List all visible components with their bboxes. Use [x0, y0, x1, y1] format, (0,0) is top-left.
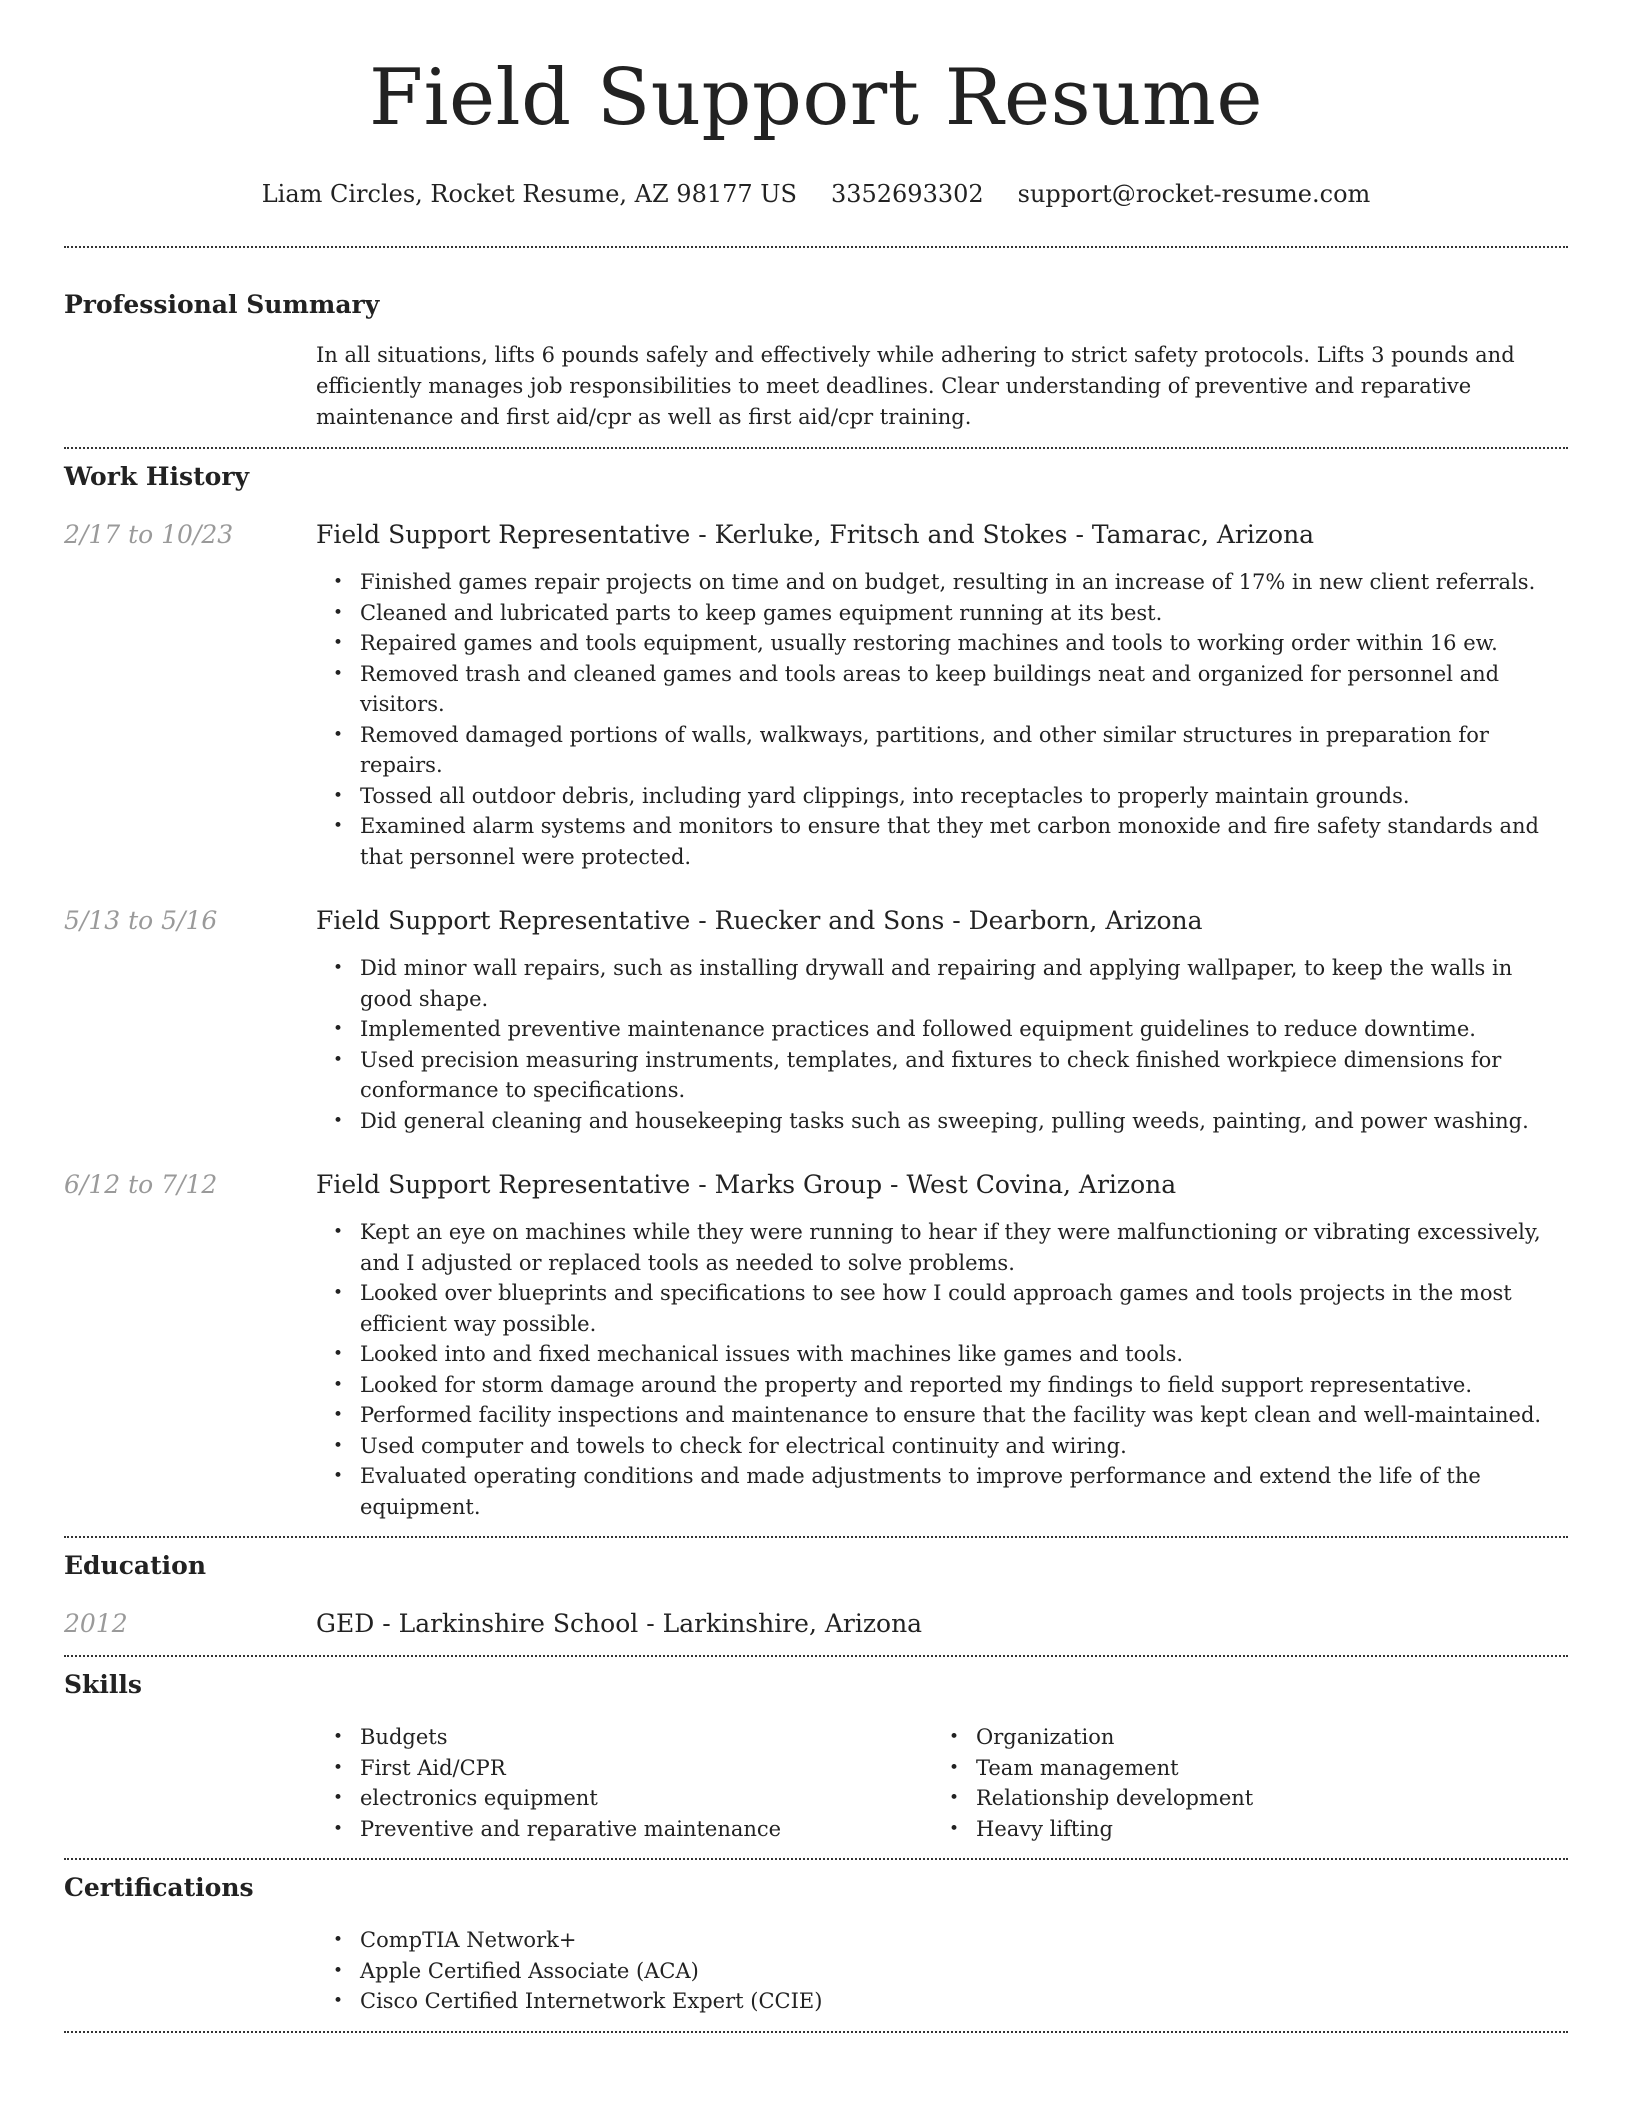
list-item: • Looked for storm damage around the property and reported my findings to field support representative. — [360, 1370, 1568, 1401]
skills-section — [64, 1668, 1568, 1844]
job-entry — [64, 904, 1568, 1136]
list-item: • Implemented preventive maintenance practices and followed equipment guidelines to reduce downtime. — [360, 1014, 1568, 1045]
contact-address: Liam Circles, Rocket Resume, AZ 98177 US — [261, 180, 797, 208]
skills-list-right — [932, 1722, 1548, 1844]
job-dates: 2/17 to 10/23 — [64, 520, 234, 549]
education-section — [64, 1549, 1568, 1641]
skill-item: • Team management — [976, 1753, 1548, 1784]
skills-grid — [316, 1722, 1568, 1844]
skill-item: • Relationship development — [976, 1783, 1548, 1814]
skill-item: • electronics equipment — [360, 1783, 932, 1814]
list-item: • Kept an eye on machines while they were running to hear if they were malfunctioning or vibrating excessively, and I adjusted or replaced tools as needed to solve problems. — [360, 1217, 1568, 1278]
skills-heading: Skills — [64, 1670, 142, 1699]
education-entry: GED - Larkinshire School - Larkinshire, Arizona — [316, 1609, 923, 1638]
skill-item: • Budgets — [360, 1722, 932, 1753]
list-item: • Cleaned and lubricated parts to keep games equipment running at its best. — [360, 598, 1568, 629]
divider — [64, 2031, 1568, 2033]
education-heading: Education — [64, 1551, 207, 1580]
skills-list-left — [316, 1722, 932, 1844]
summary-section — [64, 288, 1568, 433]
resume-title: Field Support Resume — [368, 53, 1264, 143]
certifications-section — [64, 1871, 1568, 2017]
contact-line — [64, 178, 1568, 210]
work-history-section — [64, 460, 1568, 1522]
list-item: • Repaired games and tools equipment, usually restoring machines and tools to working order within 16 ew. — [360, 628, 1568, 659]
divider — [64, 1655, 1568, 1657]
list-item: • Examined alarm systems and monitors to ensure that they met carbon monoxide and fire safety standards and that personnel were protected. — [360, 811, 1568, 872]
list-item: • Removed trash and cleaned games and tools areas to keep buildings neat and organized for personnel and visitors. — [360, 659, 1568, 720]
list-item: • Removed damaged portions of walls, walkways, partitions, and other similar structures in preparation for repairs. — [360, 720, 1568, 781]
job-title: Field Support Representative - Kerluke, Fritsch and Stokes - Tamarac, Arizona — [316, 520, 1315, 549]
summary-text: In all situations, lifts 6 pounds safely and effectively while adhering to strict safety protocols. Lifts 3 pounds and efficiently manages job responsibilities to meet deadlines. Clear understanding of preventive and reparative maintenance and first aid/cpr as well as first aid/cpr training. — [316, 343, 1515, 429]
list-item: • Finished games repair projects on time and on budget, resulting in an increase of 17% in new client referrals. — [360, 567, 1568, 598]
job-title: Field Support Representative - Ruecker and Sons - Dearborn, Arizona — [316, 906, 1203, 935]
job-dates: 6/12 to 7/12 — [64, 1170, 218, 1199]
certification-item: • CompTIA Network+ — [360, 1925, 1568, 1956]
job-dates: 5/13 to 5/16 — [64, 906, 218, 935]
divider — [64, 246, 1568, 248]
list-item: • Used computer and towels to check for electrical continuity and wiring. — [360, 1431, 1568, 1462]
certifications-heading: Certifications — [64, 1873, 254, 1902]
skill-item: • Organization — [976, 1722, 1548, 1753]
list-item: • Did general cleaning and housekeeping tasks such as sweeping, pulling weeds, painting, and power washing. — [360, 1106, 1568, 1137]
summary-heading: Professional Summary — [64, 290, 380, 319]
divider — [64, 1536, 1568, 1538]
list-item: • Looked into and fixed mechanical issues with machines like games and tools. — [360, 1339, 1568, 1370]
list-item: • Tossed all outdoor debris, including yard clippings, into receptacles to properly maintain grounds. — [360, 781, 1568, 812]
certification-item: • Cisco Certified Internetwork Expert (CCIE) — [360, 1986, 1568, 2017]
job-entry — [64, 518, 1568, 872]
divider — [64, 1858, 1568, 1860]
job-bullets — [316, 1217, 1568, 1522]
contact-phone: 3352693302 — [830, 180, 984, 208]
skill-item: • First Aid/CPR — [360, 1753, 932, 1784]
list-item: • Performed facility inspections and maintenance to ensure that the facility was kept clean and well-maintained. — [360, 1400, 1568, 1431]
education-year: 2012 — [64, 1609, 128, 1638]
skill-item: • Preventive and reparative maintenance — [360, 1814, 932, 1845]
list-item: • Looked over blueprints and specifications to see how I could approach games and tools projects in the most efficient way possible. — [360, 1278, 1568, 1339]
list-item: • Evaluated operating conditions and made adjustments to improve performance and extend the life of the equipment. — [360, 1461, 1568, 1522]
divider — [64, 447, 1568, 449]
certifications-list — [316, 1925, 1568, 2017]
skill-item: • Heavy lifting — [976, 1814, 1548, 1845]
contact-email: support@rocket-resume.com — [1017, 180, 1371, 208]
work-history-heading: Work History — [64, 462, 250, 491]
job-title: Field Support Representative - Marks Group - West Covina, Arizona — [316, 1170, 1177, 1199]
job-bullets — [316, 953, 1568, 1136]
job-bullets — [316, 567, 1568, 872]
certification-item: • Apple Certified Associate (ACA) — [360, 1956, 1568, 1987]
job-entry — [64, 1168, 1568, 1522]
list-item: • Used precision measuring instruments, templates, and fixtures to check finished workpiece dimensions for conformance to specifications. — [360, 1045, 1568, 1106]
list-item: • Did minor wall repairs, such as installing drywall and repairing and applying wallpaper, to keep the walls in good shape. — [360, 953, 1568, 1014]
